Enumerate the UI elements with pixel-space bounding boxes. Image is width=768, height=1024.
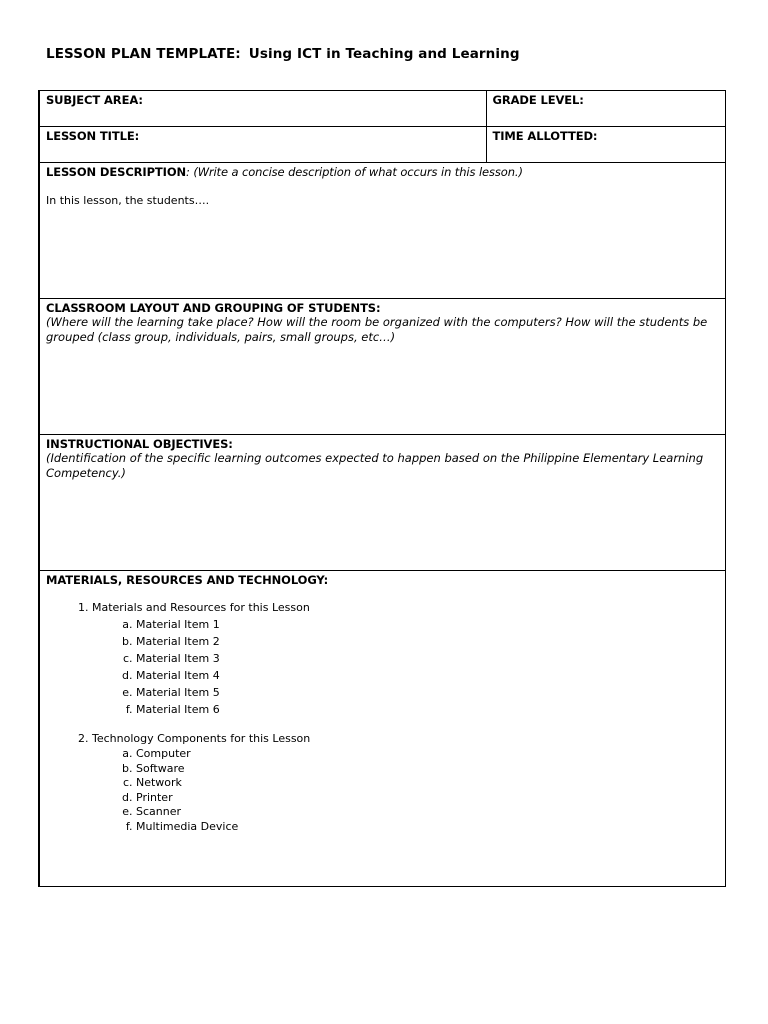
subject-area-cell[interactable] (39, 91, 486, 127)
list-item: f. Multimedia Device (136, 820, 725, 835)
list-item: e. Scanner (136, 805, 725, 820)
list1-title: Materials and Resources for this Lesson (92, 601, 310, 614)
materials-sublist (92, 616, 725, 718)
list-item: f. Material Item 6 (136, 701, 725, 718)
technology-list-item (92, 732, 725, 834)
description-heading: LESSON DESCRIPTION (46, 165, 187, 179)
row-title (39, 127, 725, 163)
materials-list-item (92, 601, 725, 718)
layout-cell[interactable] (39, 299, 725, 435)
description-cell[interactable] (39, 163, 725, 299)
objectives-hint: (Identification of the specific learning outcomes expected to happen based on the Philippine Elementary Learning Competency.) (46, 451, 704, 480)
row-materials (39, 571, 725, 887)
technology-sublist (92, 747, 725, 834)
materials-cell[interactable] (39, 571, 725, 887)
description-body: In this lesson, the students…. (46, 194, 210, 207)
layout-heading: CLASSROOM LAYOUT AND GROUPING OF STUDENTS: (46, 301, 381, 315)
time-allotted-label: TIME ALLOTTED: (492, 129, 598, 143)
page-title (46, 46, 520, 62)
row-subject (39, 91, 725, 127)
list-item: c. Network (136, 776, 725, 791)
list-item: d. Material Item 4 (136, 667, 725, 684)
grade-level-cell[interactable] (486, 91, 725, 127)
grade-level-label: GRADE LEVEL: (492, 93, 584, 107)
title-subtitle: Using ICT in Teaching and Learning (248, 46, 520, 62)
row-objectives (39, 435, 725, 571)
list-item: b. Material Item 2 (136, 633, 725, 650)
lesson-plan-table (38, 90, 726, 887)
objectives-cell[interactable] (39, 435, 725, 571)
materials-list (40, 601, 725, 834)
layout-hint: (Where will the learning take place? How will the room be organized with the computers? How will the students be grouped (class group, individuals, pairs, small groups, etc…) (46, 315, 708, 344)
subject-area-label: SUBJECT AREA: (46, 93, 143, 107)
row-layout (39, 299, 725, 435)
description-hint: : (Write a concise description of what occurs in this lesson.) (186, 165, 523, 179)
list-item: c. Material Item 3 (136, 650, 725, 667)
list-item: d. Printer (136, 791, 725, 806)
list-item: b. Software (136, 762, 725, 777)
title-label: LESSON PLAN TEMPLATE: (46, 46, 241, 62)
materials-heading: MATERIALS, RESOURCES AND TECHNOLOGY: (46, 573, 329, 587)
row-description (39, 163, 725, 299)
list-item: e. Material Item 5 (136, 684, 725, 701)
list-item: a. Material Item 1 (136, 616, 725, 633)
objectives-heading: INSTRUCTIONAL OBJECTIVES: (46, 437, 233, 451)
list-item: a. Computer (136, 747, 725, 762)
list2-title: Technology Components for this Lesson (92, 732, 311, 745)
lesson-title-cell[interactable] (39, 127, 486, 163)
time-allotted-cell[interactable] (486, 127, 725, 163)
lesson-title-label: LESSON TITLE: (46, 129, 140, 143)
